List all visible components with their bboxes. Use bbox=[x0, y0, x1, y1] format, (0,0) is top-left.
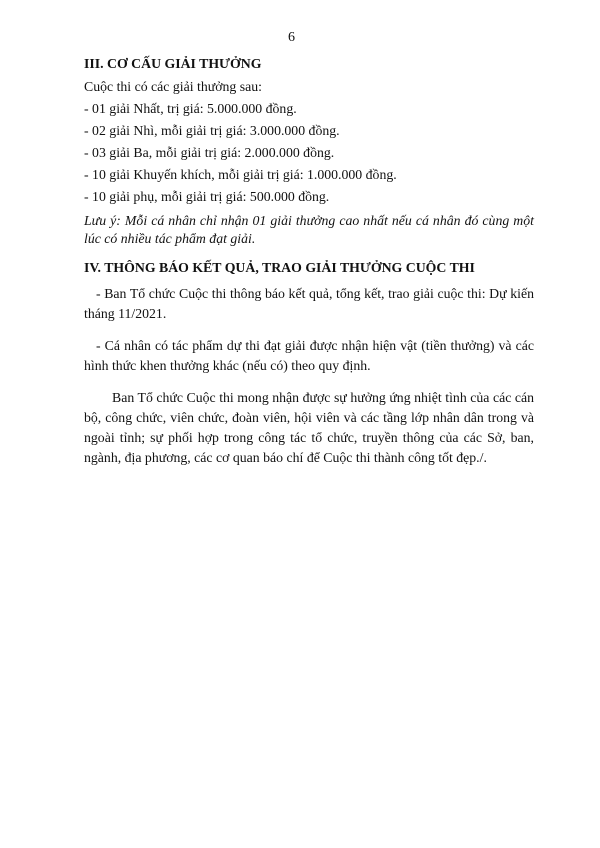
prize-item-third: - 03 giải Ba, mỗi giải trị giá: 2.000.000 đồng. bbox=[84, 145, 335, 160]
closing-paragraph: Ban Tổ chức Cuộc thi mong nhận được sự hưởng ứng nhiệt tình của các cán bộ, công chức, viên chức, đoàn viên, hội viên và các tầng lớp nhân dân trong và ngoài tỉnh; sự phối hợp trong công tác tổ chức, truyền thông của các Sở, ban, ngành, địa phương, các cơ quan báo chí để Cuộc thi thành công tốt đẹp./. bbox=[84, 390, 534, 465]
prize-item-encouragement: - 10 giải Khuyến khích, mỗi giải trị giá: 1.000.000 đồng. bbox=[84, 167, 397, 182]
prize-note: Lưu ý: Mỗi cá nhân chỉ nhận 01 giải thưởng cao nhất nếu cá nhân đó cùng một lúc có nhiều tác phẩm đạt giải. bbox=[84, 213, 534, 246]
prize-intro: Cuộc thi có các giải thưởng sau: bbox=[84, 79, 262, 94]
prize-item-sub: - 10 giải phụ, mỗi giải trị giá: 500.000 đồng. bbox=[84, 189, 330, 204]
section-3-heading: III. CƠ CẤU GIẢI THƯỞNG bbox=[84, 56, 262, 71]
document-body bbox=[84, 48, 534, 468]
section-4-heading: IV. THÔNG BÁO KẾT QUẢ, TRAO GIẢI THƯỞNG CUỘC THI bbox=[84, 260, 475, 275]
result-announcement-paragraph: - Ban Tổ chức Cuộc thi thông báo kết quả, tổng kết, trao giải cuộc thi: Dự kiến tháng 11/2021. bbox=[84, 286, 534, 321]
prize-item-second: - 02 giải Nhì, mỗi giải trị giá: 3.000.000 đồng. bbox=[84, 123, 340, 138]
prize-item-first: - 01 giải Nhất, trị giá: 5.000.000 đồng. bbox=[84, 101, 297, 116]
page-number: 6 bbox=[288, 30, 295, 45]
award-paragraph: - Cá nhân có tác phẩm dự thi đạt giải được nhận hiện vật (tiền thưởng) và các hình thức khen thưởng khác (nếu có) theo quy định. bbox=[84, 338, 534, 373]
